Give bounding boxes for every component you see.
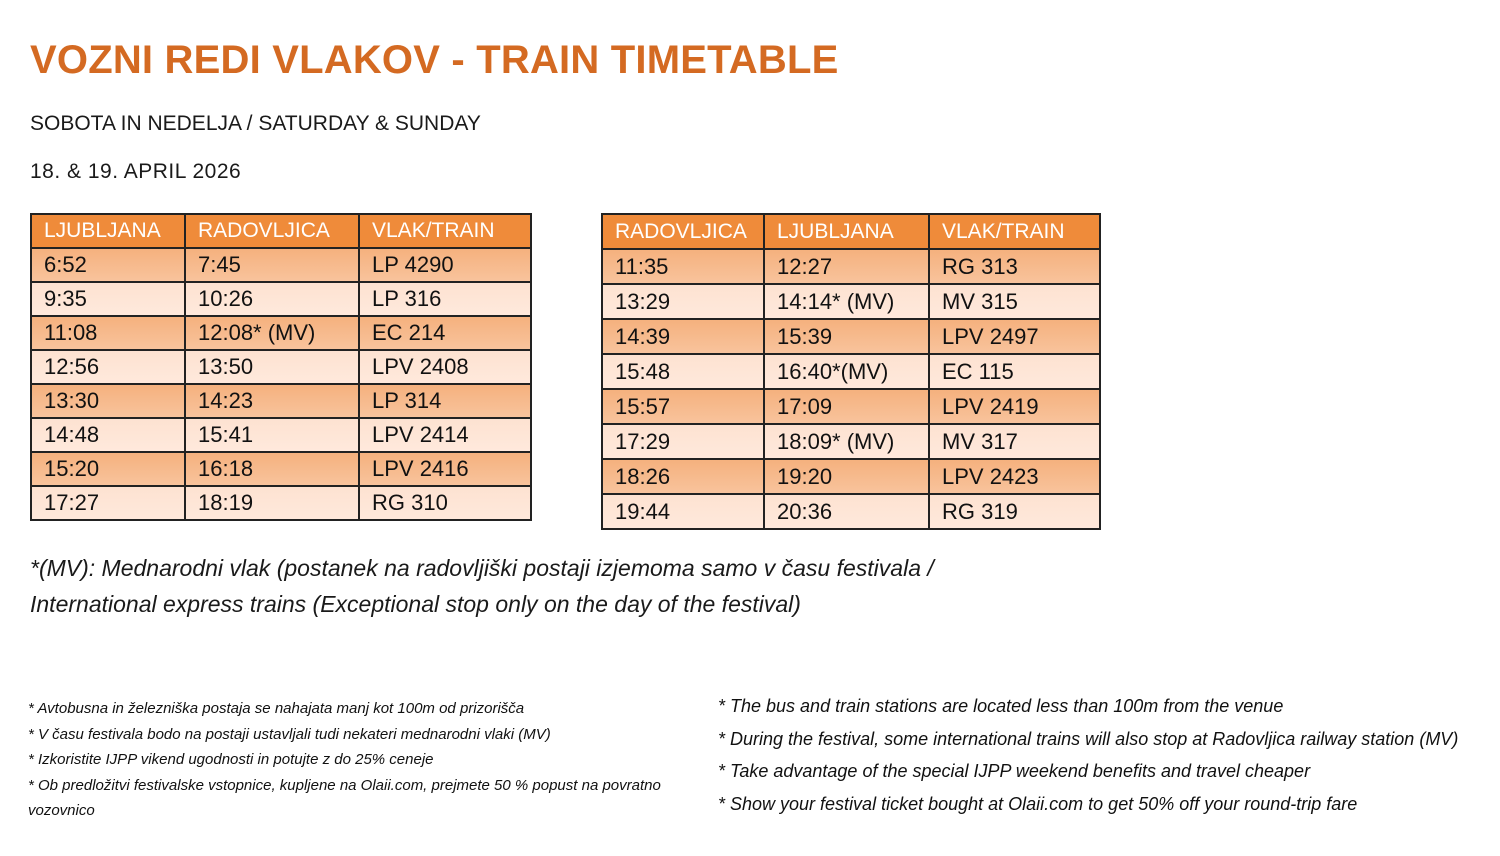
table-row xyxy=(602,389,1100,424)
train-number: LPV 2423 xyxy=(929,459,1100,494)
days-subtitle: SOBOTA IN NEDELJA / SATURDAY & SUNDAY xyxy=(30,112,481,135)
mv-footnote xyxy=(30,550,934,622)
arrival-time: 18:09* (MV) xyxy=(764,424,929,459)
table-row xyxy=(602,249,1100,284)
train-number: LPV 2414 xyxy=(359,418,531,452)
arrival-time: 12:27 xyxy=(764,249,929,284)
departure-time: 15:20 xyxy=(31,452,185,486)
departure-time: 11:35 xyxy=(602,249,764,284)
departure-time: 14:39 xyxy=(602,319,764,354)
mv-footnote-line-sl: *(MV): Mednarodni vlak (postanek na radovljiški postaji izjemoma samo v času festivala / xyxy=(30,555,934,581)
footnote-item: * During the festival, some international trains will also stop at Radovljica railway station (MV) xyxy=(718,728,1459,749)
column-header-radovljica: RADOVLJICA xyxy=(185,214,359,248)
column-header-train: VLAK/TRAIN xyxy=(359,214,531,248)
arrival-time: 15:41 xyxy=(185,418,359,452)
train-number: LPV 2497 xyxy=(929,319,1100,354)
footnote-item: * The bus and train stations are located less than 100m from the venue xyxy=(718,696,1284,716)
train-number: EC 115 xyxy=(929,354,1100,389)
departure-time: 11:08 xyxy=(31,316,185,350)
train-number: LP 314 xyxy=(359,384,531,418)
train-number: MV 315 xyxy=(929,284,1100,319)
departure-time: 12:56 xyxy=(31,350,185,384)
departure-time: 15:48 xyxy=(602,354,764,389)
departure-time: 17:27 xyxy=(31,486,185,520)
train-number: RG 313 xyxy=(929,249,1100,284)
table-row xyxy=(602,424,1100,459)
table-row xyxy=(31,316,531,350)
footnotes-english xyxy=(718,690,1478,820)
departure-time: 18:26 xyxy=(602,459,764,494)
arrival-time: 14:14* (MV) xyxy=(764,284,929,319)
table-row xyxy=(31,282,531,316)
footnote-item: * Avtobusna in železniška postaja se nahajata manj kot 100m od prizorišča xyxy=(28,700,525,717)
timetable-ljubljana-radovljica xyxy=(30,213,532,521)
departure-time: 9:35 xyxy=(31,282,185,316)
column-header-ljubljana: LJUBLJANA xyxy=(31,214,185,248)
footnote-item: * Ob predložitvi festivalske vstopnice, kupljene na Olaii.com, prejmete 50 % popust na povratno vozovnico xyxy=(28,776,661,819)
table-row xyxy=(602,319,1100,354)
arrival-time: 10:26 xyxy=(185,282,359,316)
table-row xyxy=(602,284,1100,319)
arrival-time: 16:18 xyxy=(185,452,359,486)
train-number: LPV 2408 xyxy=(359,350,531,384)
arrival-time: 7:45 xyxy=(185,248,359,282)
table-header-row xyxy=(602,214,1100,249)
arrival-time: 20:36 xyxy=(764,494,929,529)
column-header-ljubljana: LJUBLJANA xyxy=(764,214,929,249)
arrival-time: 17:09 xyxy=(764,389,929,424)
mv-footnote-line-en: International express trains (Exceptional stop only on the day of the festival) xyxy=(30,591,801,617)
departure-time: 14:48 xyxy=(31,418,185,452)
train-number: MV 317 xyxy=(929,424,1100,459)
arrival-time: 19:20 xyxy=(764,459,929,494)
train-number: LP 4290 xyxy=(359,248,531,282)
table-row xyxy=(31,486,531,520)
departure-time: 13:29 xyxy=(602,284,764,319)
departure-time: 19:44 xyxy=(602,494,764,529)
column-header-radovljica: RADOVLJICA xyxy=(602,214,764,249)
footnote-item: * Show your festival ticket bought at Olaii.com to get 50% off your round-trip fare xyxy=(718,793,1358,814)
train-number: LP 316 xyxy=(359,282,531,316)
table-row xyxy=(31,248,531,282)
footnote-item: * Izkoristite IJPP vikend ugodnosti in potujte z do 25% ceneje xyxy=(28,751,434,768)
page-title: VOZNI REDI VLAKOV - TRAIN TIMETABLE xyxy=(30,38,839,82)
departure-time: 13:30 xyxy=(31,384,185,418)
table-row xyxy=(31,350,531,384)
event-date: 18. & 19. APRIL 2026 xyxy=(30,160,242,183)
train-number: LPV 2419 xyxy=(929,389,1100,424)
arrival-time: 18:19 xyxy=(185,486,359,520)
table-row xyxy=(31,418,531,452)
train-number: RG 310 xyxy=(359,486,531,520)
timetable-radovljica-ljubljana xyxy=(601,213,1101,530)
footnotes-slovenian xyxy=(28,696,718,824)
arrival-time: 15:39 xyxy=(764,319,929,354)
table-row xyxy=(602,354,1100,389)
arrival-time: 16:40*(MV) xyxy=(764,354,929,389)
table-row xyxy=(31,452,531,486)
table-row xyxy=(602,494,1100,529)
departure-time: 15:57 xyxy=(602,389,764,424)
footnote-item: * Take advantage of the special IJPP weekend benefits and travel cheaper xyxy=(718,761,1311,781)
departure-time: 17:29 xyxy=(602,424,764,459)
footnote-item: * V času festivala bodo na postaji ustavljali tudi nekateri mednarodni vlaki (MV) xyxy=(28,725,551,743)
column-header-train: VLAK/TRAIN xyxy=(929,214,1100,249)
table-header-row xyxy=(31,214,531,248)
departure-time: 6:52 xyxy=(31,248,185,282)
table-row xyxy=(31,384,531,418)
train-number: RG 319 xyxy=(929,494,1100,529)
arrival-time: 12:08* (MV) xyxy=(185,316,359,350)
train-number: EC 214 xyxy=(359,316,531,350)
arrival-time: 14:23 xyxy=(185,384,359,418)
table-row xyxy=(602,459,1100,494)
arrival-time: 13:50 xyxy=(185,350,359,384)
train-number: LPV 2416 xyxy=(359,452,531,486)
